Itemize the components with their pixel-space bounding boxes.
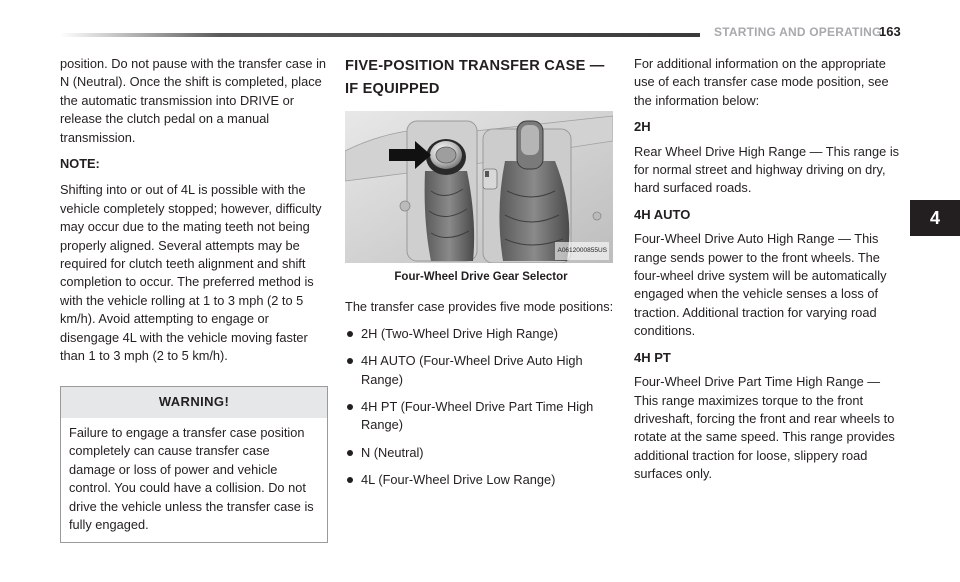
- header-rule: [60, 33, 700, 37]
- mode-description-2h: Rear Wheel Drive High Range — This range is for normal street and highway driving on dry, hard surfaced roads.: [634, 143, 900, 196]
- middle-column: [345, 55, 617, 499]
- header-section-title: STARTING AND OPERATING: [714, 25, 882, 39]
- figure-id: A0612000855US: [555, 242, 609, 260]
- mode-text: 4L (Four-Wheel Drive Low Range): [361, 472, 556, 488]
- bullet-icon: [347, 450, 353, 456]
- mode-heading-2h: 2H: [634, 119, 651, 135]
- mode-text: N (Neutral): [361, 444, 424, 460]
- mode-text: 4H PT (Four-Wheel Drive Part Time High Range): [361, 399, 594, 433]
- bullet-icon: [347, 404, 353, 410]
- mode-description-4h-auto: Four-Wheel Drive Auto High Range — This range sends power to the front wheels. The four-wheel drive system will be automatically engaged when the vehicle senses a loss of traction. Additional traction for varying road conditions.: [634, 231, 887, 339]
- warning-text: Failure to engage a transfer case position completely can cause transfer case damage or loss of power and vehicle control. You could have a collision. Do not drive the vehicle unless the transfer case is fully engaged.: [69, 424, 314, 532]
- list-item: [345, 398, 617, 435]
- bullet-icon: [347, 358, 353, 364]
- list-item: [345, 444, 617, 462]
- left-column: [60, 55, 328, 543]
- warning-box: [60, 386, 328, 544]
- note-text: Shifting into or out of 4L is possible with the vehicle completely stopped; however, difficulty may occur due to the mating teeth not being properly aligned. Several attempts may be required for clutch teeth alignment and shift completion to occur. The preferred method is with the vehicle rolling at 1 to 3 mph (2 to 5 km/h). Avoid attempting to engage or disengage 4L with the vehicle moving faster than 1 to 3 mph (2 to 5 km/h).: [60, 182, 322, 364]
- warning-title: WARNING!: [61, 387, 327, 418]
- mode-heading-4h-auto: 4H AUTO: [634, 206, 691, 222]
- list-item: [345, 325, 617, 343]
- right-intro: For additional information on the appropriate use of each transfer case mode position, see the information below:: [634, 56, 889, 108]
- bullet-icon: [347, 477, 353, 483]
- figure-caption: Four-Wheel Drive Gear Selector: [394, 271, 568, 283]
- chapter-tab[interactable]: 4: [910, 200, 960, 236]
- note-label: NOTE:: [60, 156, 100, 172]
- list-item: [345, 471, 617, 489]
- bullet-icon: [347, 331, 353, 337]
- mode-heading-4h-pt: 4H PT: [634, 349, 671, 365]
- page-number: 163: [879, 24, 901, 39]
- modes-intro: The transfer case provides five mode positions:: [345, 299, 614, 315]
- mode-list: [345, 325, 617, 490]
- list-item: [345, 352, 617, 389]
- intro-paragraph: position. Do not pause with the transfer case in N (Neutral). Once the shift is completed, place the automatic transmission into DRIVE or release the clutch pedal on a manual transmission.: [60, 56, 327, 145]
- mode-text: 4H AUTO (Four-Wheel Drive Auto High Range): [361, 353, 583, 387]
- gear-selector-figure: [345, 111, 613, 263]
- right-column: [634, 55, 906, 492]
- mode-description-4h-pt: Four-Wheel Drive Part Time High Range — This range maximizes torque to the front driveshaft, forcing the front and rear wheels to rotate at the same speed. This range provides additional traction for loose, slippery road surfaces only.: [634, 374, 895, 482]
- mode-text: 2H (Two-Wheel Drive High Range): [361, 325, 558, 341]
- gear-selector-illustration: [345, 111, 613, 263]
- section-title: FIVE-POSITION TRANSFER CASE — IF EQUIPPED: [345, 58, 605, 97]
